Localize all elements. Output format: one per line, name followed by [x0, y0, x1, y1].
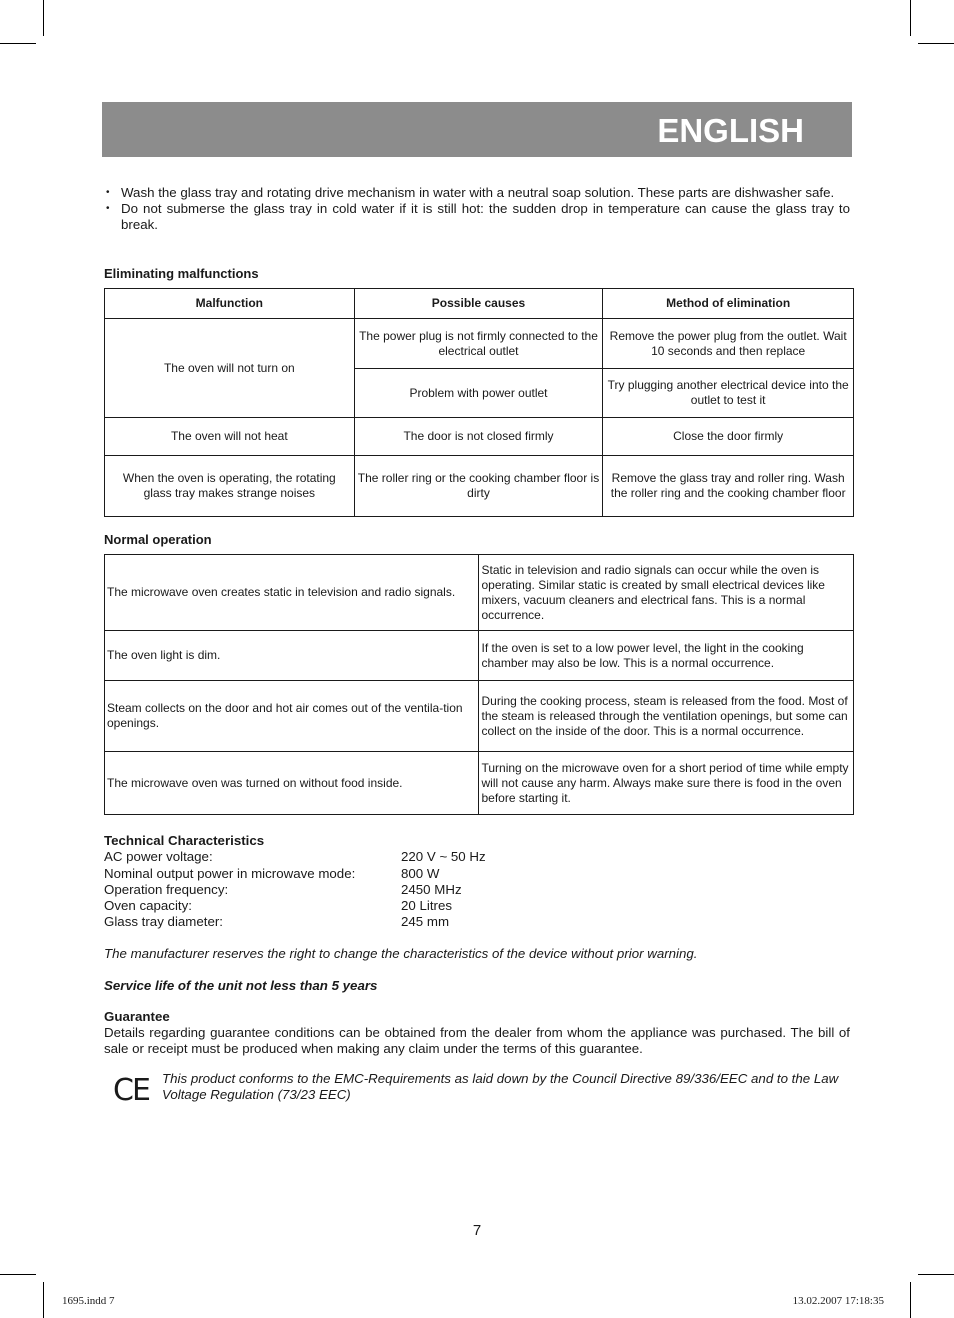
- explanation-cell: During the cooking process, steam is released from the food. Most of the steam is released through the ventilation openings, but some can collect on the inside of the door. This is a normal occurrence.: [479, 681, 854, 752]
- situation-cell: Steam collects on the door and hot air comes out of the ventila-tion openings.: [105, 681, 479, 752]
- crop-mark: [910, 1282, 911, 1318]
- explanation-cell: Static in television and radio signals can occur while the oven is operating. Similar static is created by small electrical devices like mixers, vacuum cleaners and electrical fans. This is a normal occurrence.: [479, 555, 854, 631]
- spec-row: [104, 849, 486, 865]
- explanation-cell: Turning on the microwave oven for a short period of time while empty will not cause any harm. Always make sure there is food in the oven before starting it.: [479, 752, 854, 815]
- table-row: [105, 631, 854, 681]
- situation-cell: The oven light is dim.: [105, 631, 479, 681]
- bullet-item: • Wash the glass tray and rotating drive mechanism in water with a neutral soap solution. These parts are dishwasher safe.: [104, 185, 850, 201]
- guarantee-text: Details regarding guarantee conditions can be obtained from the dealer from whom the appliance was purchased. The bill of sale or receipt must be produced when making any claim under the terms of this guarantee.: [104, 1025, 850, 1056]
- header-bar: [102, 102, 852, 157]
- spec-label: Glass tray diameter:: [104, 914, 223, 930]
- cause-cell: The door is not closed firmly: [354, 418, 603, 456]
- guarantee-section: [104, 1009, 850, 1057]
- spec-value: 245 mm: [401, 914, 450, 930]
- malfunction-cell: The oven will not turn on: [105, 319, 355, 418]
- spec-row: [104, 882, 486, 898]
- table-row: [105, 456, 854, 517]
- spec-label: Operation frequency:: [104, 881, 229, 897]
- spec-value: 20 Litres: [401, 898, 452, 914]
- malfunction-cell: The oven will not heat: [105, 418, 355, 456]
- crop-mark: [918, 43, 954, 44]
- cause-cell: The roller ring or the cooking chamber floor is dirty: [354, 456, 603, 517]
- column-header: Possible causes: [354, 289, 603, 319]
- cleaning-bullets: [104, 185, 850, 233]
- spec-row: [104, 866, 486, 882]
- table-row: [105, 319, 854, 369]
- spec-value: 800 W: [401, 865, 440, 881]
- table-row: [105, 681, 854, 752]
- table-row: [105, 555, 854, 631]
- situation-cell: The microwave oven was turned on without food inside.: [105, 752, 479, 815]
- situation-cell: The microwave oven creates static in television and radio signals.: [105, 555, 479, 631]
- method-cell: Remove the glass tray and roller ring. Wash the roller ring and the cooking chamber floor: [603, 456, 854, 517]
- spec-row: [104, 898, 486, 914]
- ce-mark-icon: CE: [113, 1073, 149, 1108]
- table-row: [105, 418, 854, 456]
- malfunctions-title: Eliminating malfunctions: [104, 266, 259, 281]
- spec-label: Nominal output power in microwave mode:: [104, 865, 356, 881]
- bullet-item: • Do not submerse the glass tray in cold water if it is still hot: the sudden drop in temperature can cause the glass tray to break.: [104, 201, 850, 233]
- footer-file-info: 1695.indd 7: [62, 1295, 115, 1307]
- normal-operation-title: Normal operation: [104, 532, 212, 547]
- spec-value: 2450 MHz: [401, 881, 462, 897]
- column-header: Method of elimination: [603, 289, 854, 319]
- spec-label: Oven capacity:: [104, 898, 192, 914]
- spec-label: AC power voltage:: [104, 849, 213, 865]
- spec-row: [104, 914, 486, 930]
- manufacturer-note: The manufacturer reserves the right to change the characteristics of the device without prior warning.: [104, 946, 698, 961]
- crop-mark: [910, 0, 911, 36]
- service-life-note: Service life of the unit not less than 5 years: [104, 978, 378, 993]
- cause-cell: Problem with power outlet: [354, 369, 603, 418]
- footer-timestamp: 13.02.2007 17:18:35: [792, 1295, 884, 1307]
- crop-mark: [0, 1274, 36, 1275]
- method-cell: Try plugging another electrical device into the outlet to test it: [603, 369, 854, 418]
- table-row: [105, 752, 854, 815]
- explanation-cell: If the oven is set to a low power level, the light in the cooking chamber may also be low. This is a normal occurrence.: [479, 631, 854, 681]
- guarantee-title: Guarantee: [104, 1009, 170, 1024]
- page-title: ENGLISH: [657, 112, 804, 149]
- cause-cell: The power plug is not firmly connected to the electrical outlet: [354, 319, 603, 369]
- technical-characteristics: [104, 833, 486, 931]
- page-number: 7: [472, 1222, 482, 1239]
- ce-conformity-text: This product conforms to the EMC-Requirements as laid down by the Council Directive 89/336/EEC and to the Law Voltage Regulation (73/23 EEC): [162, 1071, 839, 1102]
- normal-operation-table: [104, 554, 854, 815]
- column-header: Malfunction: [105, 289, 355, 319]
- method-cell: Remove the power plug from the outlet. Wait 10 seconds and then replace: [603, 319, 854, 369]
- spec-value: 220 V ~ 50 Hz: [401, 849, 486, 865]
- crop-mark: [43, 1282, 44, 1318]
- crop-mark: [918, 1274, 954, 1275]
- table-header-row: [105, 289, 854, 319]
- technical-title: Technical Characteristics: [104, 833, 265, 848]
- malfunctions-table: [104, 288, 854, 517]
- method-cell: Close the door firmly: [603, 418, 854, 456]
- malfunction-cell: When the oven is operating, the rotating glass tray makes strange noises: [105, 456, 355, 517]
- crop-mark: [43, 0, 44, 36]
- crop-mark: [0, 43, 36, 44]
